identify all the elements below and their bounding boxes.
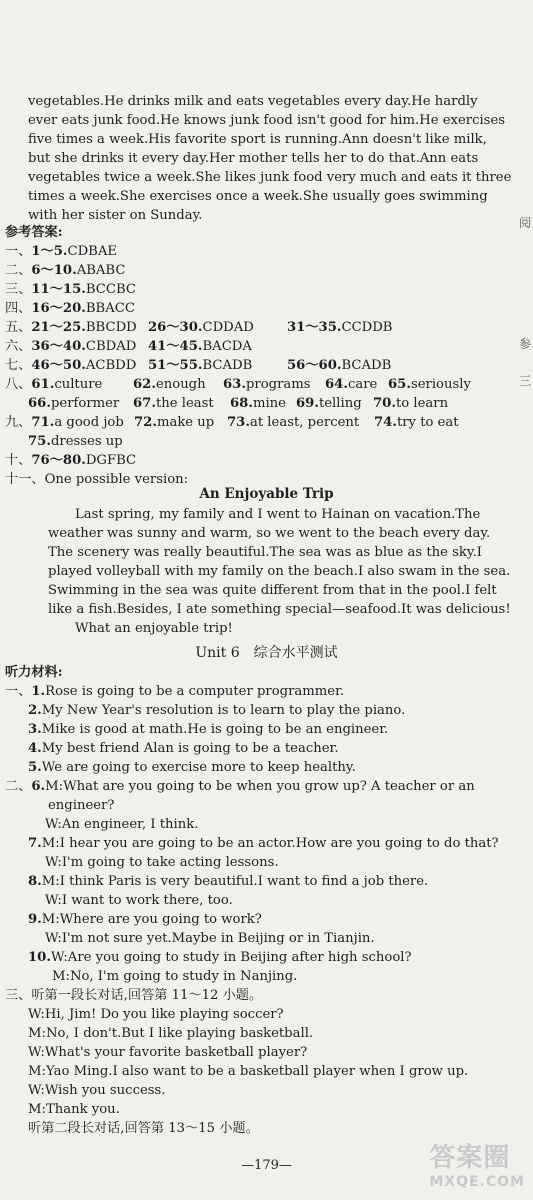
passage-line: vegetables twice a week.She likes junk food very much and eats it three xyxy=(28,170,512,185)
answer-item xyxy=(133,376,206,394)
answer-prefix: 十、 xyxy=(5,453,32,468)
listening-line: engineer? xyxy=(48,798,115,813)
answer-item xyxy=(287,357,391,375)
listening-num: 2. xyxy=(28,703,42,718)
essay-line: like a fish.Besides, I ate something special—seafood.It was delicious! xyxy=(48,602,511,617)
answer-prefix: 九、 xyxy=(5,415,32,430)
answer-text: BCADB xyxy=(341,358,392,373)
answer-row xyxy=(5,338,136,356)
page-number: —179— xyxy=(241,1158,292,1173)
answer-text: to learn xyxy=(395,396,449,411)
answer-text: the least xyxy=(155,396,214,411)
answer-num: 74. xyxy=(374,415,397,430)
answer-num: 70. xyxy=(373,396,396,411)
essay-line: weather was sunny and warm, so we went to the beach every day. xyxy=(48,526,491,541)
answer-num: 75. xyxy=(28,434,51,449)
answer-num: 66. xyxy=(28,396,51,411)
answer-item xyxy=(373,395,448,413)
listening-line xyxy=(28,835,499,853)
listening-num: 1. xyxy=(31,684,46,699)
answer-text: BBCDD xyxy=(85,320,137,335)
answer-item xyxy=(148,357,252,375)
answer-text: One possible version: xyxy=(44,472,189,487)
listening-line: W:I'm going to take acting lessons. xyxy=(45,855,279,870)
answer-row xyxy=(5,319,137,337)
answer-num: 11～15. xyxy=(31,282,86,297)
answer-text: at least, percent xyxy=(249,415,360,430)
answer-text: seriously xyxy=(410,377,471,392)
answer-num: 61. xyxy=(31,377,55,392)
answer-num: 72. xyxy=(134,415,157,430)
answer-text: BACDA xyxy=(202,339,252,354)
answer-num: 31～35. xyxy=(287,320,342,335)
answer-num: 62. xyxy=(133,377,156,392)
passage-line: ever eats junk food.He knows junk food isn't good for him.He exercises xyxy=(28,113,506,128)
listening-num: 10. xyxy=(28,950,51,965)
answer-text: telling xyxy=(318,396,362,411)
listening-num: 7. xyxy=(28,836,42,851)
listening-num: 4. xyxy=(28,741,42,756)
essay-line: Swimming in the sea was quite different from that in the pool.I felt xyxy=(48,583,497,598)
answer-num: 51～55. xyxy=(148,358,203,373)
answer-item xyxy=(148,338,252,356)
listening-heading: 听力材料: xyxy=(5,665,63,680)
watermark-logo xyxy=(429,1137,525,1190)
answer-text: enough xyxy=(155,377,206,392)
listening-num: 6. xyxy=(31,779,46,794)
answer-text: dresses up xyxy=(50,434,123,449)
listening-text: Rose is going to be a computer programmer. xyxy=(45,684,345,699)
listening-text: W:Are you going to study in Beijing after high school? xyxy=(50,950,412,965)
listening-line xyxy=(28,759,356,777)
listening-text: Mike is good at math.He is going to be an engineer. xyxy=(41,722,389,737)
passage-line: five times a week.His favorite sport is running.Ann doesn't like milk, xyxy=(28,132,487,147)
answer-text: a good job xyxy=(54,415,124,430)
listening-text: M:I hear you are going to be an actor.How are you going to do that? xyxy=(41,836,499,851)
edge-mark: 三 xyxy=(519,374,532,388)
listening-text: We are going to exercise more to keep healthy. xyxy=(41,760,356,775)
answer-row xyxy=(5,281,136,299)
answer-text: ACBDD xyxy=(85,358,137,373)
edge-mark: 参 xyxy=(519,337,532,351)
listening-prefix: 二、 xyxy=(5,779,32,794)
answer-text: CCDDB xyxy=(341,320,393,335)
passage-line: but she drinks it every day.Her mother tells her to do that.Ann eats xyxy=(28,151,479,166)
answer-item xyxy=(227,414,359,432)
answer-row xyxy=(5,357,136,375)
listening-line: M:No, I don't.But I like playing basketball. xyxy=(28,1026,314,1041)
listening-line: W:Wish you success. xyxy=(28,1083,166,1098)
answer-num: 41～45. xyxy=(148,339,203,354)
answer-prefix: 八、 xyxy=(5,377,32,392)
answer-num: 65. xyxy=(388,377,411,392)
answer-prefix: 二、 xyxy=(5,263,32,278)
answer-prefix: 三、 xyxy=(5,282,32,297)
answer-num: 36～40. xyxy=(31,339,86,354)
answer-text: CBDAD xyxy=(85,339,137,354)
answer-item xyxy=(287,319,393,337)
listening-text: M:I think Paris is very beautiful.I want to find a job there. xyxy=(41,874,429,889)
answer-row xyxy=(5,452,136,470)
listening-line: W:An engineer, I think. xyxy=(45,817,199,832)
answer-item xyxy=(134,414,214,432)
listening-line xyxy=(5,778,475,796)
passage-line: with her sister on Sunday. xyxy=(28,208,203,223)
listening-line: 听第二段长对话,回答第 13～15 小题。 xyxy=(28,1121,259,1136)
edge-mark: 阅 xyxy=(519,216,532,230)
answer-text: BCADB xyxy=(202,358,253,373)
listening-num: 5. xyxy=(28,760,42,775)
listening-num: 8. xyxy=(28,874,42,889)
watermark-text: 答案圈 xyxy=(429,1143,511,1173)
answer-prefix: 十一、 xyxy=(5,472,45,487)
listening-line xyxy=(28,911,262,929)
listening-text: 听第一段长对话,回答第 11～12 小题。 xyxy=(31,988,263,1003)
listening-prefix: 一、 xyxy=(5,684,32,699)
answer-row xyxy=(28,433,123,451)
answer-num: 68. xyxy=(230,396,253,411)
answers-heading: 参考答案: xyxy=(5,225,63,240)
answer-text: BCCBC xyxy=(85,282,137,297)
listening-text: My New Year's resolution is to learn to play the piano. xyxy=(41,703,406,718)
answer-row xyxy=(5,300,135,318)
listening-line xyxy=(28,949,412,967)
answer-text: CDBAE xyxy=(67,244,118,259)
essay-line: The scenery was really beautiful.The sea was as blue as the sky.I xyxy=(48,545,483,560)
answer-item xyxy=(374,414,459,432)
unit-heading: Unit 6 综合水平测试 xyxy=(195,645,338,661)
answer-num: 73. xyxy=(227,415,250,430)
answer-prefix: 一、 xyxy=(5,244,32,259)
listening-line xyxy=(5,683,344,701)
listening-line: W:I'm not sure yet.Maybe in Beijing or in Tianjin. xyxy=(45,931,375,946)
listening-text: M:What are you going to be when you grow up? A teacher or an xyxy=(45,779,475,794)
answer-prefix: 七、 xyxy=(5,358,32,373)
answer-text: mine xyxy=(252,396,286,411)
listening-line: W:I want to work there, too. xyxy=(45,893,233,908)
listening-num: 9. xyxy=(28,912,42,927)
answer-text: culture xyxy=(54,377,103,392)
answer-text: care xyxy=(347,377,378,392)
answer-item xyxy=(325,376,377,394)
answer-row xyxy=(5,243,117,261)
answer-text: ABABC xyxy=(76,263,126,278)
answer-item xyxy=(148,319,254,337)
watermark-url: MXQE.COM xyxy=(429,1174,525,1190)
essay-title: An Enjoyable Trip xyxy=(199,486,334,502)
listening-prefix: 三、 xyxy=(5,988,32,1003)
essay-line: Last spring, my family and I went to Hainan on vacation.The xyxy=(75,507,481,522)
listening-line: W:Hi, Jim! Do you like playing soccer? xyxy=(28,1007,284,1022)
answer-row xyxy=(5,262,125,280)
answer-prefix: 四、 xyxy=(5,301,32,316)
answer-text: try to eat xyxy=(396,415,459,430)
answer-prefix: 六、 xyxy=(5,339,32,354)
answer-num: 69. xyxy=(296,396,319,411)
answer-prefix: 五、 xyxy=(5,320,32,335)
answer-text: BBACC xyxy=(85,301,135,316)
answer-item xyxy=(296,395,362,413)
answer-num: 67. xyxy=(133,396,156,411)
listening-text: My best friend Alan is going to be a teacher. xyxy=(41,741,339,756)
answer-text: DGFBC xyxy=(85,453,137,468)
answer-text: make up xyxy=(156,415,215,430)
answer-text: CDDAD xyxy=(202,320,254,335)
answer-row xyxy=(5,376,102,394)
essay-line: What an enjoyable trip! xyxy=(75,621,233,636)
answer-num: 6～10. xyxy=(31,263,77,278)
listening-line xyxy=(5,987,262,1005)
answer-num: 63. xyxy=(223,377,246,392)
answer-num: 71. xyxy=(31,415,55,430)
answer-item xyxy=(388,376,471,394)
passage-line: vegetables.He drinks milk and eats vegetables every day.He hardly xyxy=(28,94,478,109)
listening-num: 3. xyxy=(28,722,42,737)
answer-num: 76～80. xyxy=(31,453,86,468)
listening-text: M:Where are you going to work? xyxy=(41,912,262,927)
answer-num: 46～50. xyxy=(31,358,86,373)
answer-row xyxy=(5,414,124,432)
passage-line: times a week.She exercises once a week.She usually goes swimming xyxy=(28,189,488,204)
answer-num: 64. xyxy=(325,377,348,392)
answer-item xyxy=(223,376,311,394)
answer-num: 26～30. xyxy=(148,320,203,335)
answer-row xyxy=(28,395,119,413)
listening-line: M:Thank you. xyxy=(28,1102,120,1117)
essay-line: played volleyball with my family on the beach.I also swam in the sea. xyxy=(48,564,511,579)
answer-text: programs xyxy=(245,377,311,392)
listening-line xyxy=(28,740,339,758)
answer-item xyxy=(230,395,286,413)
answer-item xyxy=(133,395,214,413)
listening-line: M:No, I'm going to study in Nanjing. xyxy=(52,969,298,984)
listening-line: M:Yao Ming.I also want to be a basketball player when I grow up. xyxy=(28,1064,469,1079)
answer-text: performer xyxy=(50,396,120,411)
listening-line xyxy=(28,702,405,720)
answer-num: 21～25. xyxy=(31,320,86,335)
listening-line: W:What's your favorite basketball player? xyxy=(28,1045,308,1060)
answer-num: 16～20. xyxy=(31,301,86,316)
listening-line xyxy=(28,721,388,739)
answer-num: 56～60. xyxy=(287,358,342,373)
listening-line xyxy=(28,873,428,891)
answer-num: 1～5. xyxy=(31,244,68,259)
